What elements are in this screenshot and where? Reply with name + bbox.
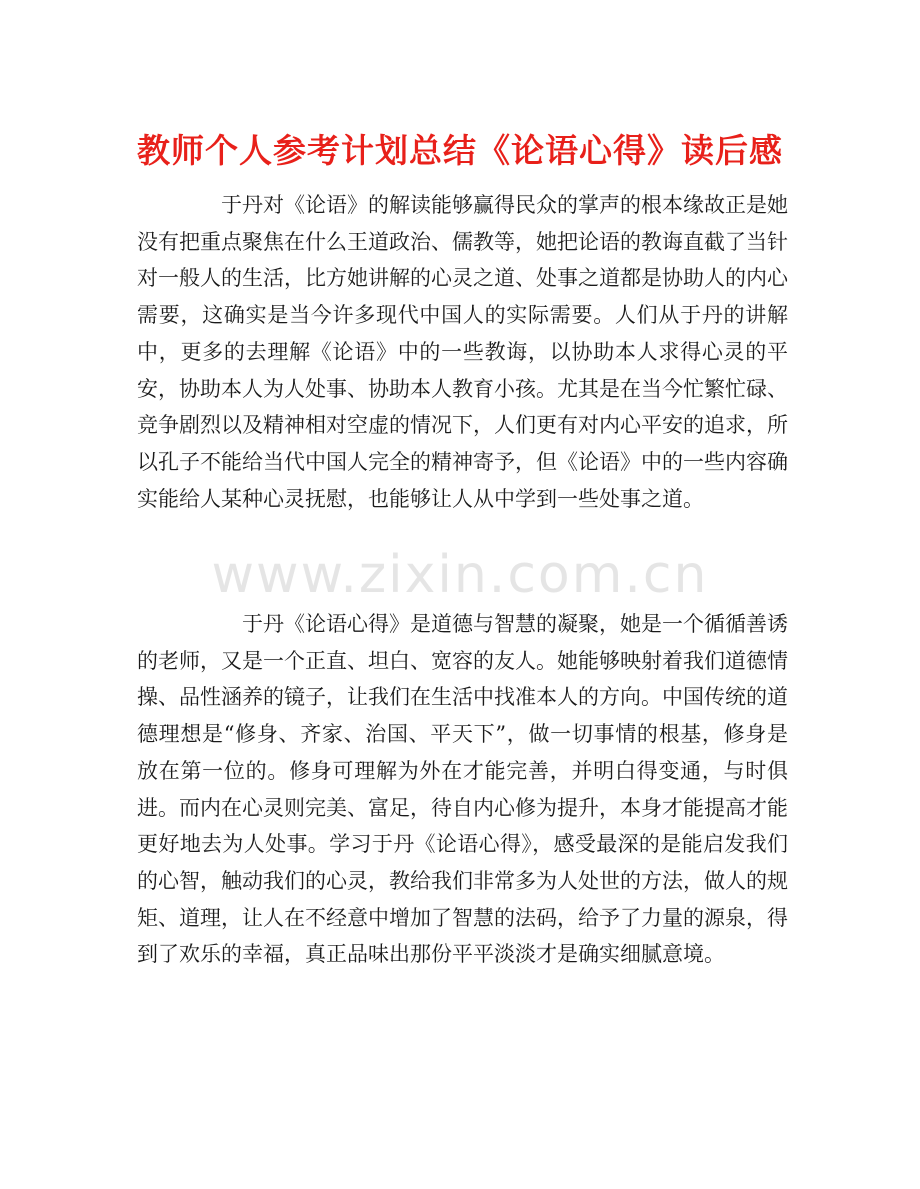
paragraph-2-text: 于丹《论语心得》是道德与智慧的凝聚，她是一个循循善诱的老师，又是一个正直、坦白、宽容的友人。她能够映射着我们道德情操、品性涵养的镜子，让我们在生活中找准本人的方向。中国传统的道德理想是“修身、齐家、治国、平天下”，做一切事情的根基，修身是放在第一位的。修身可理解为外在才能完善，并明白得变通，与时俱进。而内在心灵则完美、富足，待自内心修为提升，本身才能提高才能更好地去为人处事。学习于丹《论语心得》，感受最深的是能启发我们的心智，触动我们的心灵，教给我们非常多为人处世的方法，做人的规矩、道理，让人在不经意中增加了智慧的法码，给予了力量的源泉，得到了欢乐的幸福，真正品味出那份平平淡淡才是确实细腻意境。	[137, 612, 788, 967]
document-title: 教师个人参考计划总结《论语心得》读后感	[137, 131, 783, 170]
paragraph-1-text: 于丹对《论语》的解读能够赢得民众的掌声的根本缘故正是她没有把重点聚焦在什么王道政治、儒教等，她把论语的教诲直截了当针对一般人的生活，比方她讲解的心灵之道、处事之道都是协助人的内心需要，这确实是当今许多现代中国人的实际需要。人们从于丹的讲解中，更多的去理解《论语》中的一些教诲，以协助本人求得心灵的平安，协助本人为人处事、协助本人教育小孩。尤其是在当今忙繁忙碌、竞争剧烈以及精神相对空虚的情况下，人们更有对内心平安的追求，所以孔子不能给当代中国人完全的精神寄予，但《论语》中的一些内容确实能给人某种心灵抚慰，也能够让人从中学到一些处事之道。	[137, 193, 788, 511]
paragraph-1	[137, 187, 788, 517]
watermark: www.zixin.com.cn	[211, 545, 709, 605]
paragraph-2	[137, 606, 788, 973]
